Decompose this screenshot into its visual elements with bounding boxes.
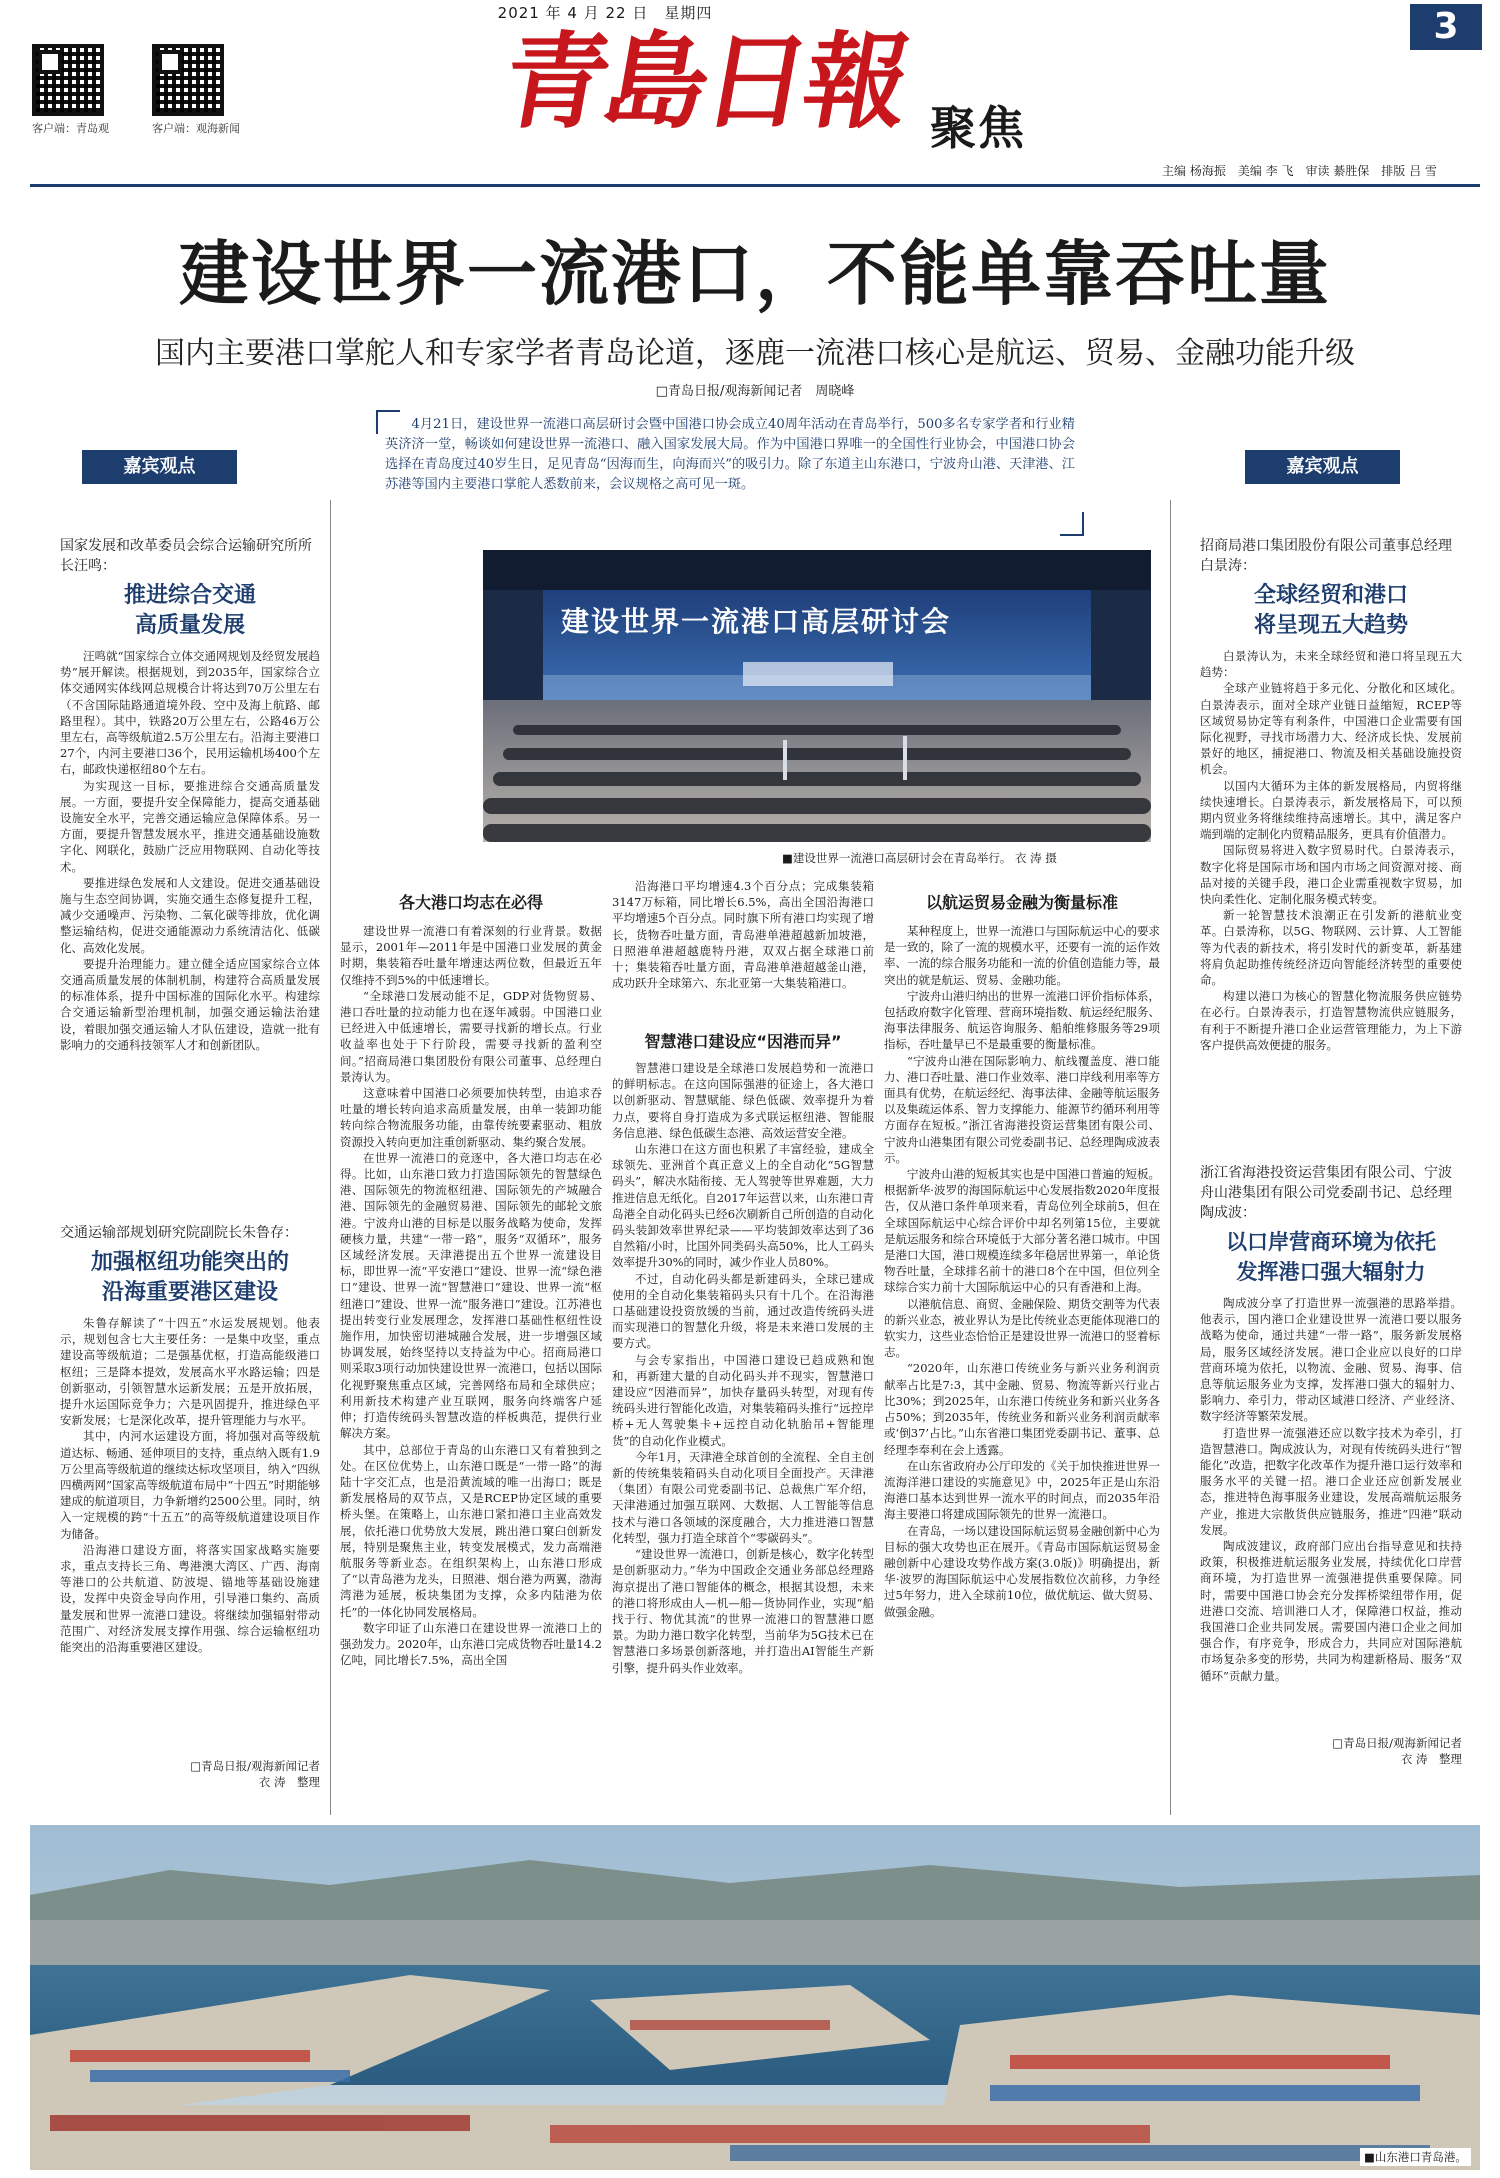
paragraph: 国际贸易将进入数字贸易时代。白景涛表示，数字化将是国际市场和国内市场之间资源对接、商品对接的关键手段，港口企业需重视数字贸易，加快向柔性化、定制化服务模式转变。 <box>1200 843 1462 907</box>
guest-views-tag: 嘉宾观点 <box>82 450 237 484</box>
paragraph: 今年1月，天津港全球首创的全流程、全自主创新的传统集装箱码头自动化项目全面投产。天津港（集团）有限公司党委副书记、总裁焦广军介绍，天津港通过加强互联网、大数据、人工智能等信息技术与港口各领域的深度融合，大力推进港口智慧化转型，强力打造全球首个“零碳码头”。 <box>612 1449 874 1545</box>
middle-left-column <box>340 890 602 1803</box>
paragraph: 朱鲁存解读了“十四五”水运发展规划。他表示，规划包含七大主要任务：一是集中攻坚，重点建设高等级航道；二是强基优枢，打造高能级港口枢纽；三是降本提效，发展高水平水路运输；四是创新驱动，引领智慧水运新发展；五是开放拓展，提升水运国际竞争力；六是巩固提升，推进绿色平安新发展；七是深化改革，提升管理能力与水平。 <box>60 1316 320 1428</box>
paragraph: 要推进绿色发展和人文建设。促进交通基础设施与生态空间协调，实施交通生态修复提升工程，减少交通噪声、污染物、二氧化碳等排放，优化调整运输结构，促进交通能源动力系统清洁化、低碳化、高效化发展。 <box>60 875 320 955</box>
paragraph: 以港航信息、商贸、金融保险、期货交割等为代表的新兴业态，被业界认为是比传统业态更能体现港口的软实力，这些业态恰恰正是建设世界一流港口的竖着标志。 <box>884 1296 1160 1360</box>
paragraph: 在山东省政府办公厅印发的《关于加快推进世界一流海洋港口建设的实施意见》中，2025年正是山东沿海港口基本达到世界一流水平的时间点，而2035年沿海主要港口将建成国际领先的世界一流港口。 <box>884 1458 1160 1522</box>
paragraph: 宁波舟山港归纳出的世界一流港口评价指标体系，包括政府数字化管理、营商环境指数、航运经纪服务、海事法律服务、航运咨询服务、船舶维修服务等29项指标，吞吐量早已不是最重要的衡量标准。 <box>884 988 1160 1052</box>
speaker-wang-ming: 国家发展和改革委员会综合运输研究所所长汪鸣： <box>60 538 312 574</box>
qr-code-qingdaoguan[interactable] <box>32 44 109 136</box>
paragraph: 陶成波建议，政府部门应出台指导意见和扶持政策，积极推进航运服务业发展，持续优化口岸营商环境，为打造世界一流强港提供重要保障。同时，需要中国港口协会充分发挥桥梁纽带作用，促进港口交流、培训港口人才，保障港口权益，推动我国港口企业共同发展。需要国内港口企业之间加强合作，有序竞争，形成合力，共同应对国际港航市场复杂多变的形势，共同为构建新格局、服务“双循环”贡献力量。 <box>1200 1539 1462 1683</box>
credit: □青岛日报/观海新闻记者 衣 涛 整理 <box>190 1759 320 1789</box>
photo-caption: ■山东港口青岛港。 <box>1360 2148 1471 2166</box>
paragraph: 白景涛认为，未来全球经贸和港口将呈现五大趋势： <box>1200 649 1462 680</box>
speaker-bai-jingtao: 招商局港口集团股份有限公司董事总经理白景涛： <box>1200 538 1452 574</box>
paragraph: “2020年，山东港口传统业务与新兴业务利润贡献率占比是7:3，其中金融、贸易、物流等新兴行业占比30%；到2025年，山东港口传统业务和新兴业务各占50%；到2035年，传统业务和新兴业务利润贡献率或‘倒37’占比。”山东省港口集团党委副书记、董事、总经理李奉利在会上透露。 <box>884 1361 1160 1457</box>
view-title: 加强枢纽功能突出的 沿海重要港区建设 <box>90 1249 289 1305</box>
section-body <box>884 923 1160 1803</box>
qr-code-guanhai[interactable] <box>152 44 240 136</box>
qr-code-icon <box>152 44 224 116</box>
paragraph: 其中，总部位于青岛的山东港口又有着独到之处。在区位优势上，山东港口既是“一带一路”的海陆十字交汇点，也是沿黄流域的唯一出海口；既是新发展格局的双节点，又是RCEP协定区域的重要桥头堡。在策略上，山东港口紧扣港口主业高效发展，依托港口优势放大发展，跳出港口窠臼创新发展，特别是聚焦主业，转变发展模式，发力高端港航服务等新业态。在组织架构上，山东港口形成了“以青岛港为龙头，日照港、烟台港为两翼，渤海湾港为延展，板块集团为支撑，众多内陆港为依托”的一体化协同发展格局。 <box>340 1442 602 1619</box>
paragraph: “全球港口发展动能不足，GDP对货物贸易、港口吞吐量的拉动能力也在逐年减弱。中国港口业已经进入中低速增长，需要寻找新的增长点。行业收益率也处于下行阶段，需要寻找新的盈利空间。”招商局港口集团股份有限公司董事、总经理白景涛认为。 <box>340 988 602 1084</box>
right-column <box>1200 536 1462 1767</box>
section-subtitle: 各大港口均志在必得 <box>398 893 543 912</box>
lead-corner <box>1060 512 1084 536</box>
port-illustration <box>30 1825 1480 2170</box>
middle-center-column <box>612 878 874 1760</box>
section-subtitle: 智慧港口建设应“因港而异” <box>644 1032 842 1051</box>
view-body <box>60 648 320 1213</box>
paragraph: 构建以港口为核心的智慧化物流服务供应链势在必行。白景涛表示，打造智慧物流供应链服务，有利于不断提升港口企业运营管理能力，为上下游客户提供高效便捷的服务。 <box>1200 989 1462 1052</box>
paragraph: 与会专家指出，中国港口建设已趋成熟和饱和，再新建大量的自动化码头并不现实，智慧港口建设应“因港而异”，加快存量码头转型，对现有传统码头进行智能化改造，对集装箱码头推行“远控岸桥+无人驾驶集卡+远控自动化轨胎吊+智能理货”的自动化作业模式。 <box>612 1352 874 1448</box>
section-subtitle: 以航运贸易金融为衡量标准 <box>925 893 1118 912</box>
column-divider <box>330 500 331 1815</box>
staff-credits: 主编 杨海振 美编 李 飞 审读 綦胜保 排版 吕 雪 <box>1162 164 1437 178</box>
view-body <box>1200 648 1462 1153</box>
view-title: 以口岸营商环境为依托 发挥港口强大辐射力 <box>1226 1229 1436 1284</box>
port-aerial-photo <box>30 1825 1480 2170</box>
view-title: 全球经贸和港口 将呈现五大趋势 <box>1253 582 1408 638</box>
column-divider <box>1170 500 1171 1815</box>
conference-illustration <box>483 550 1151 842</box>
paragraph: 在青岛，一场以建设国际航运贸易金融创新中心为目标的强大攻势也正在展开。《青岛市国际航运贸易金融创新中心建设攻势作战方案(3.0版)》明确提出，新华·波罗的海国际航运中心发展指数位次前移，力争经过5年努力，进入全球前10位，做优航运、做大贸易、做强金融。 <box>884 1523 1160 1619</box>
qr-caption: 客户端：青岛观 <box>32 122 109 135</box>
view-title: 推进综合交通 高质量发展 <box>123 582 256 638</box>
paragraph: 建设世界一流港口有着深刻的行业背景。数据显示，2001年—2011年是中国港口业发展的黄金时期，集装箱吞吐量年增速达两位数，但最近五年仅维持不到5%的中低速增长。 <box>340 924 602 987</box>
paragraph: 其中，内河水运建设方面，将加强对高等级航道达标、畅通、延伸项目的支持，重点纳入既有1.9万公里高等级航道的继续达标攻坚项目，纳入“四纵四横两网”国家高等级航道布局中“十四五”时期能够建成的航道项目，力争新增约2500公里。同时，纳入一定规模的跨“十五五”的高等级航道建设项目作为储备。 <box>60 1429 320 1541</box>
credit: □青岛日报/观海新闻记者 衣 涛 整理 <box>1332 1736 1462 1766</box>
conference-banner-text: 建设世界一流港口高层研讨会 <box>561 605 952 638</box>
page-number: 3 <box>1410 4 1482 50</box>
paragraph: 以国内大循环为主体的新发展格局，内贸将继续快速增长。白景涛表示，新发展格局下，可以预期内贸业务将继续维持高速增长。其中，满足客户端到端的定制化内贸精品服务，更具有价值潜力。 <box>1200 778 1462 842</box>
view-body <box>1200 1295 1462 1735</box>
qr-caption: 客户端：观海新闻 <box>152 122 240 135</box>
speaker-zhu-lucun: 交通运输部规划研究院副院长朱鲁存： <box>60 1225 298 1241</box>
paragraph: 为实现这一目标，要推进综合交通高质量发展。一方面，要提升安全保障能力，提高交通基础设施安全水平，完善交通运输应急保障体系。另一方面，要提升智慧发展水平，推进交通基础设施数字化、网联化，鼓励广泛应用物联网、自动化等技术。 <box>60 778 320 874</box>
paragraph: 山东港口在这方面也积累了丰富经验，建成全球领先、亚洲首个真正意义上的全自动化“5G智慧码头”，解决水陆衔接、无人驾驶等世界难题，大力推进信息无纸化。自2017年运营以来，山东港口青岛港全自动化码头已经6次刷新自己所创造的自动化码头装卸效率世界纪录——平均装卸效率达到了36自然箱/小时，比国外同类码头高50%，比人工码头效率提升30%的同时，减少作业人员80%。 <box>612 1142 874 1270</box>
left-column <box>60 536 320 1790</box>
paragraph: 宁波舟山港的短板其实也是中国港口普遍的短板。根据新华·波罗的海国际航运中心发展指数2020年度报告，仅从港口条件单项来看，青岛位列全球前5，但在全球国际航运中心综合评价中却名列第15位，主要就是航运服务和综合环境低于大部分著名港口城市。中国是港口大国，港口规模连续多年稳居世界第一，单论货物吞吐量，全球排名前十的港口8个在中国，但位列全球综合实力前十大国际航运中心的只有香港和上海。 <box>884 1167 1160 1295</box>
subheadline: 国内主要港口掌舵人和专家学者青岛论道，逐鹿一流港口核心是航运、贸易、金融功能升级 <box>155 336 1355 371</box>
paragraph: 沿海港口建设方面，将落实国家战略实施要求，重点支持长三角、粤港澳大湾区、广西、海南等港口的公共航道、防波堤、锚地等基础设施建设，发挥中央资金导向作用，引导港口集约、高质量发展和世界一流港口建设。将继续加强辐射带动范围广、对经济发展支撑作用强、综合运输枢纽功能突出的沿海重要港区建设。 <box>60 1542 320 1655</box>
paragraph: 打造世界一流强港还应以数字技术为牵引，打造智慧港口。陶成波认为，对现有传统码头进行“智能化”改造，把数字化改革作为提升港口运行效率和服务水平的关键一招。港口企业还应创新发展业态，推进特色海事服务业建设，发展高端航运服务产业，推进大宗散货供应链服务，推进“四港”联动发展。 <box>1200 1425 1462 1537</box>
masthead-divider <box>30 184 1480 187</box>
speaker-tao-chengbo: 浙江省海港投资运营集团有限公司、宁波舟山港集团有限公司党委副书记、总经理陶成波： <box>1200 1165 1452 1221</box>
paragraph: 全球产业链将趋于多元化、分散化和区域化。白景涛表示，面对全球产业链日益缩短，RCEP等区域贸易协定等有利条件，中国港口企业需要有国际化视野，寻找市场潜力大、经济成长快、发展前景好的地区，捕捉港口、物流及相关基础设施投资机会。 <box>1200 681 1462 777</box>
photo-caption: ■建设世界一流港口高层研讨会在青岛举行。 衣 涛 摄 <box>782 851 1057 865</box>
headline: 建设世界一流港口，不能单靠吞吐量 <box>179 232 1331 315</box>
paragraph: 智慧港口建设是全球港口发展趋势和一流港口的鲜明标志。在这向国际强港的征途上，各大港口以创新驱动、智慧赋能、绿色低碳、效率提升为着力点，要将自身打造成为多式联运枢纽港、智能服务信息港、绿色低碳生态港、高效运营安全港。 <box>612 1061 874 1140</box>
middle-right-column <box>884 890 1160 1803</box>
paragraph: 这意味着中国港口必须要加快转型，由追求吞吐量的增长转向追求高质量发展，由单一装卸功能转向综合物流服务功能，由靠传统要素驱动、粗放资源投入转向更加注重创新驱动、集约聚合发展。 <box>340 1086 602 1149</box>
conference-photo <box>483 550 1151 842</box>
section-body <box>612 1060 874 1760</box>
paragraph: “建设世界一流港口，创新是核心，数字化转型是创新驱动力。”华为中国政企交通业务部总经理路海京提出了港口智能体的概念，根据其设想，未来的港口将形成由人—机—船—货协同作业，实现“船找于行、物优其流”的世界一流港口的智慧港口愿景。为助力港口数字化转型，当前华为5G技术已在智慧港口多场景创新落地，并打造出AI智能生产新引擎，提升码头作业效率。 <box>612 1547 874 1675</box>
paragraph: “宁波舟山港在国际影响力、航线覆盖度、港口能力、港口吞吐量、港口作业效率、港口岸线利用率等方面具有优势，在航运经纪、海事法律、金融等航运服务以及集疏运体系、智力支撑能力、能源节约循环利用等方面存在短板。”浙江省海港投资运营集团有限公司、宁波舟山港集团有限公司党委副书记、总经理陶成波表示。 <box>884 1053 1160 1165</box>
paragraph: 沿海港口平均增速4.3个百分点；完成集装箱3147万标箱，同比增长6.5%，高出全国沿海港口平均增速5个百分点。同时旗下所有港口均实现了增长，货物吞吐量方面，青岛港单港超越新加坡港，日照港单港超越鹿特丹港，双双占据全球港口前十；集装箱吞吐量方面，青岛港单港超越釜山港，成功跃升全球第六、东北亚第一大集装箱港口。 <box>612 879 874 991</box>
newspaper-logo: 青島日報 <box>494 20 916 143</box>
byline: □青岛日报/观海新闻记者 周晓峰 <box>655 384 855 399</box>
paragraph: 要提升治理能力。建立健全适应国家综合立体交通高质量发展的体制机制，构建符合高质量发展的标准体系，提升中国标准的国际化水平。构建综合交通运输新型治理机制，加强交通运输法治建设，着眼加强交通运输人才队伍建设，造就一批有影响力的交通科技领军人才和创新团队。 <box>60 956 320 1052</box>
section-name: 聚焦 <box>930 101 1026 155</box>
section-body <box>612 878 874 1023</box>
issue-date: 2021 年 4 月 22 日 星期四 <box>497 4 713 22</box>
paragraph: 新一轮智慧技术浪潮正在引发新的港航业变革。白景涛称，以5G、物联网、云计算、人工智能等为代表的新技术，将引发时代的新变革，新基建将肩负起助推传统经济迈向智能经济转型的重要使命。 <box>1200 908 1462 988</box>
section-body <box>340 923 602 1803</box>
paragraph: 在世界一流港口的竞逐中，各大港口均志在必得。比如，山东港口致力打造国际领先的智慧绿色港、国际领先的物流枢纽港、国际领先的产城融合港、国际领先的金融贸易港、国际领先的邮轮文旅港。宁波舟山港的目标是以服务战略为使命，发挥硬核力量，共建“一带一路”，服务“双循环”，服务区域经济发展。天津港提出五个世界一流建设目标，即世界一流“平安港口”建设、世界一流“绿色港口”建设、世界一流“智慧港口”建设、世界一流“枢纽港口”建设、世界一流“服务港口”建设。江苏港也提出转变行业发展理念，发挥港口基础性枢纽性设施作用，加快密切港城融合发展，进一步增强区域协调发展，始终坚持以支持益为中心。招商局港口则采取3项行动加快建设世界一流港口，包括以国际化视野聚焦重点区域，完善网络布局和全球供应；利用新技术构建产业互联网，服务向终端客户延伸；打造传统码头智慧改造的样板典范，提供行业解决方案。 <box>340 1150 602 1441</box>
view-body <box>60 1315 320 1758</box>
qr-code-icon <box>32 44 104 116</box>
paragraph: 不过，自动化码头都是新建码头，全球已建成使用的全自动化集装箱码头只有十几个。在沿海港口基础建设投资放缓的当前，通过改造传统码头进而实现港口的智慧化升级，将是未来港口发展的主要方式。 <box>612 1271 874 1351</box>
paragraph: 陶成波分享了打造世界一流强港的思路举措。他表示，国内港口企业建设世界一流港口要以服务战略为使命，通过共建“一带一路”，服务新发展格局，服务区域经济发展。港口企业应以良好的口岸营商环境为依托，以物流、金融、贸易、海事、信息等航运服务业为支撑，发挥港口强大的辐射力、影响力、牵引力，带动区域港口经济、产业经济、数字经济等繁荣发展。 <box>1200 1296 1462 1424</box>
guest-views-tag: 嘉宾观点 <box>1245 450 1400 484</box>
paragraph: 某种程度上，世界一流港口与国际航运中心的要求是一致的，除了一流的规模水平，还要有一流的运作效率、一流的综合服务功能和一流的价值创造能力等，最突出的就是航运、贸易、金融功能。 <box>884 924 1160 987</box>
lead-paragraph: 4月21日，建设世界一流港口高层研讨会暨中国港口协会成立40周年活动在青岛举行，500多名专家学者和行业精英济济一堂，畅谈如何建设世界一流港口、融入国家发展大局。作为中国港口界唯一的全国性行业协会，中国港口协会选择在青岛度过40岁生日，足见青岛“因海而生，向海而兴”的吸引力。除了东道主山东港口，宁波舟山港、天津港、江苏港等国内主要港口掌舵人悉数前来，会议规格之高可见一斑。 <box>385 417 1075 492</box>
paragraph: 数字印证了山东港口在建设世界一流港口上的强劲发力。2020年，山东港口完成货物吞吐量14.2亿吨，同比增长7.5%，高出全国 <box>340 1620 602 1668</box>
paragraph: 汪鸣就“国家综合立体交通网规划及经贸发展趋势”展开解读。根据规划，到2035年，国家综合立体交通网实体线网总规模合计将达到70万公里左右（不含国际陆路通道境外段、空中及海上航路、邮路里程）。其中，铁路20万公里左右，公路46万公里左右，高等级航道2.5万公里左右。沿海主要港口27个，内河主要港口36个，民用运输机场400个左右，邮政快递枢纽80个左右。 <box>60 649 320 777</box>
